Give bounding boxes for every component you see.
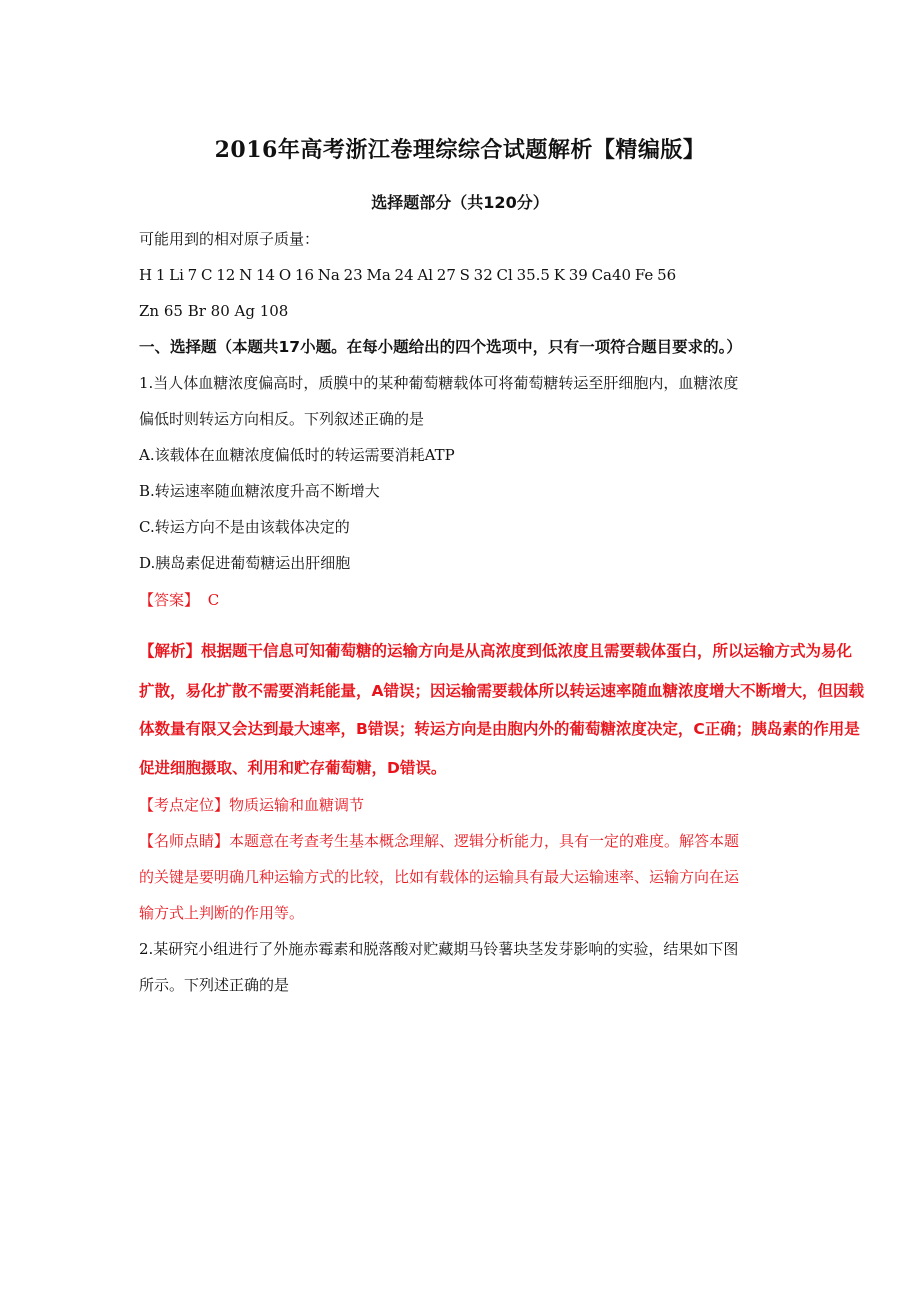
q2-stem-line-1: 2.某研究小组进行了外施赤霉素和脱落酸对贮藏期马铃薯块茎发芽影响的实验，结果如下图 [139,940,739,958]
kaodian-text: 物质运输和血糖调节 [229,796,365,814]
q1-mingshi-line-1 [139,831,739,851]
atomic-mass-line-2: Zn 65 Br 80 Ag 108 [139,302,289,320]
q2-stem-line-2: 所示。下列述正确的是 [139,976,290,994]
q1-stem-line-1: 1.当人体血糖浓度偏高时，质膜中的某种葡萄糖载体可将葡萄糖转运至肝细胞内，血糖浓度 [139,374,739,392]
mingshi-text-1: 本题意在考查考生基本概念理解、逻辑分析能力，具有一定的难度。解答本题 [229,832,740,850]
answer-value: C [207,591,220,609]
q1-answer [139,590,219,610]
q1-option-c: C.转运方向不是由该载体决定的 [139,518,350,536]
q1-option-b: B.转运速率随血糖浓度升高不断增大 [139,482,380,500]
atomic-mass-intro: 可能用到的相对原子质量： [139,230,320,248]
q1-mingshi-line-2: 的关键是要明确几种运输方式的比较，比如有载体的运输具有最大运输速率、运输方向在运 [139,868,740,886]
q1-kaodian [139,795,364,815]
q1-analysis-line-1: 【解析】根据题干信息可知葡萄糖的运输方向是从高浓度到低浓度且需要载体蛋白，所以运输方式为易化 [139,642,853,660]
q1-analysis-line-3: 体数量有限又会达到最大速率，B错误；转运方向是由胞内外的葡萄糖浓度决定，C正确；胰岛素的作用是 [139,720,860,738]
atomic-mass-line-1: H 1 Li 7 C 12 N 14 O 16 Na 23 Ma 24 Al 27 S 32 Cl 35.5 K 39 Ca40 Fe 56 [139,266,677,284]
section-heading: 选择题部分（共120分） [371,193,549,212]
answer-label: 【答案】 [139,591,200,609]
q1-option-a: A.该载体在血糖浓度偏低时的转运需要消耗ATP [139,446,455,464]
q1-stem-line-2: 偏低时则转运方向相反。下列叙述正确的是 [139,410,425,428]
q1-analysis-line-4: 促进细胞摄取、利用和贮存葡萄糖，D错误。 [139,759,447,777]
mingshi-label: 【名师点睛】 [139,832,230,850]
q1-mingshi-line-3: 输方式上判断的作用等。 [139,904,305,922]
q1-analysis-line-2: 扩散，易化扩散不需要消耗能量，A错误；因运输需要载体所以转运速率随血糖浓度增大不断增大，但因载 [139,682,864,700]
q1-option-d: D.胰岛素促进葡萄糖运出肝细胞 [139,554,351,572]
part-heading: 一、选择题（本题共17小题。在每小题给出的四个选项中，只有一项符合题目要求的。） [139,338,742,356]
document-title: 2016年高考浙江卷理综综合试题解析【精编版】 [214,137,706,163]
kaodian-label: 【考点定位】 [139,796,230,814]
